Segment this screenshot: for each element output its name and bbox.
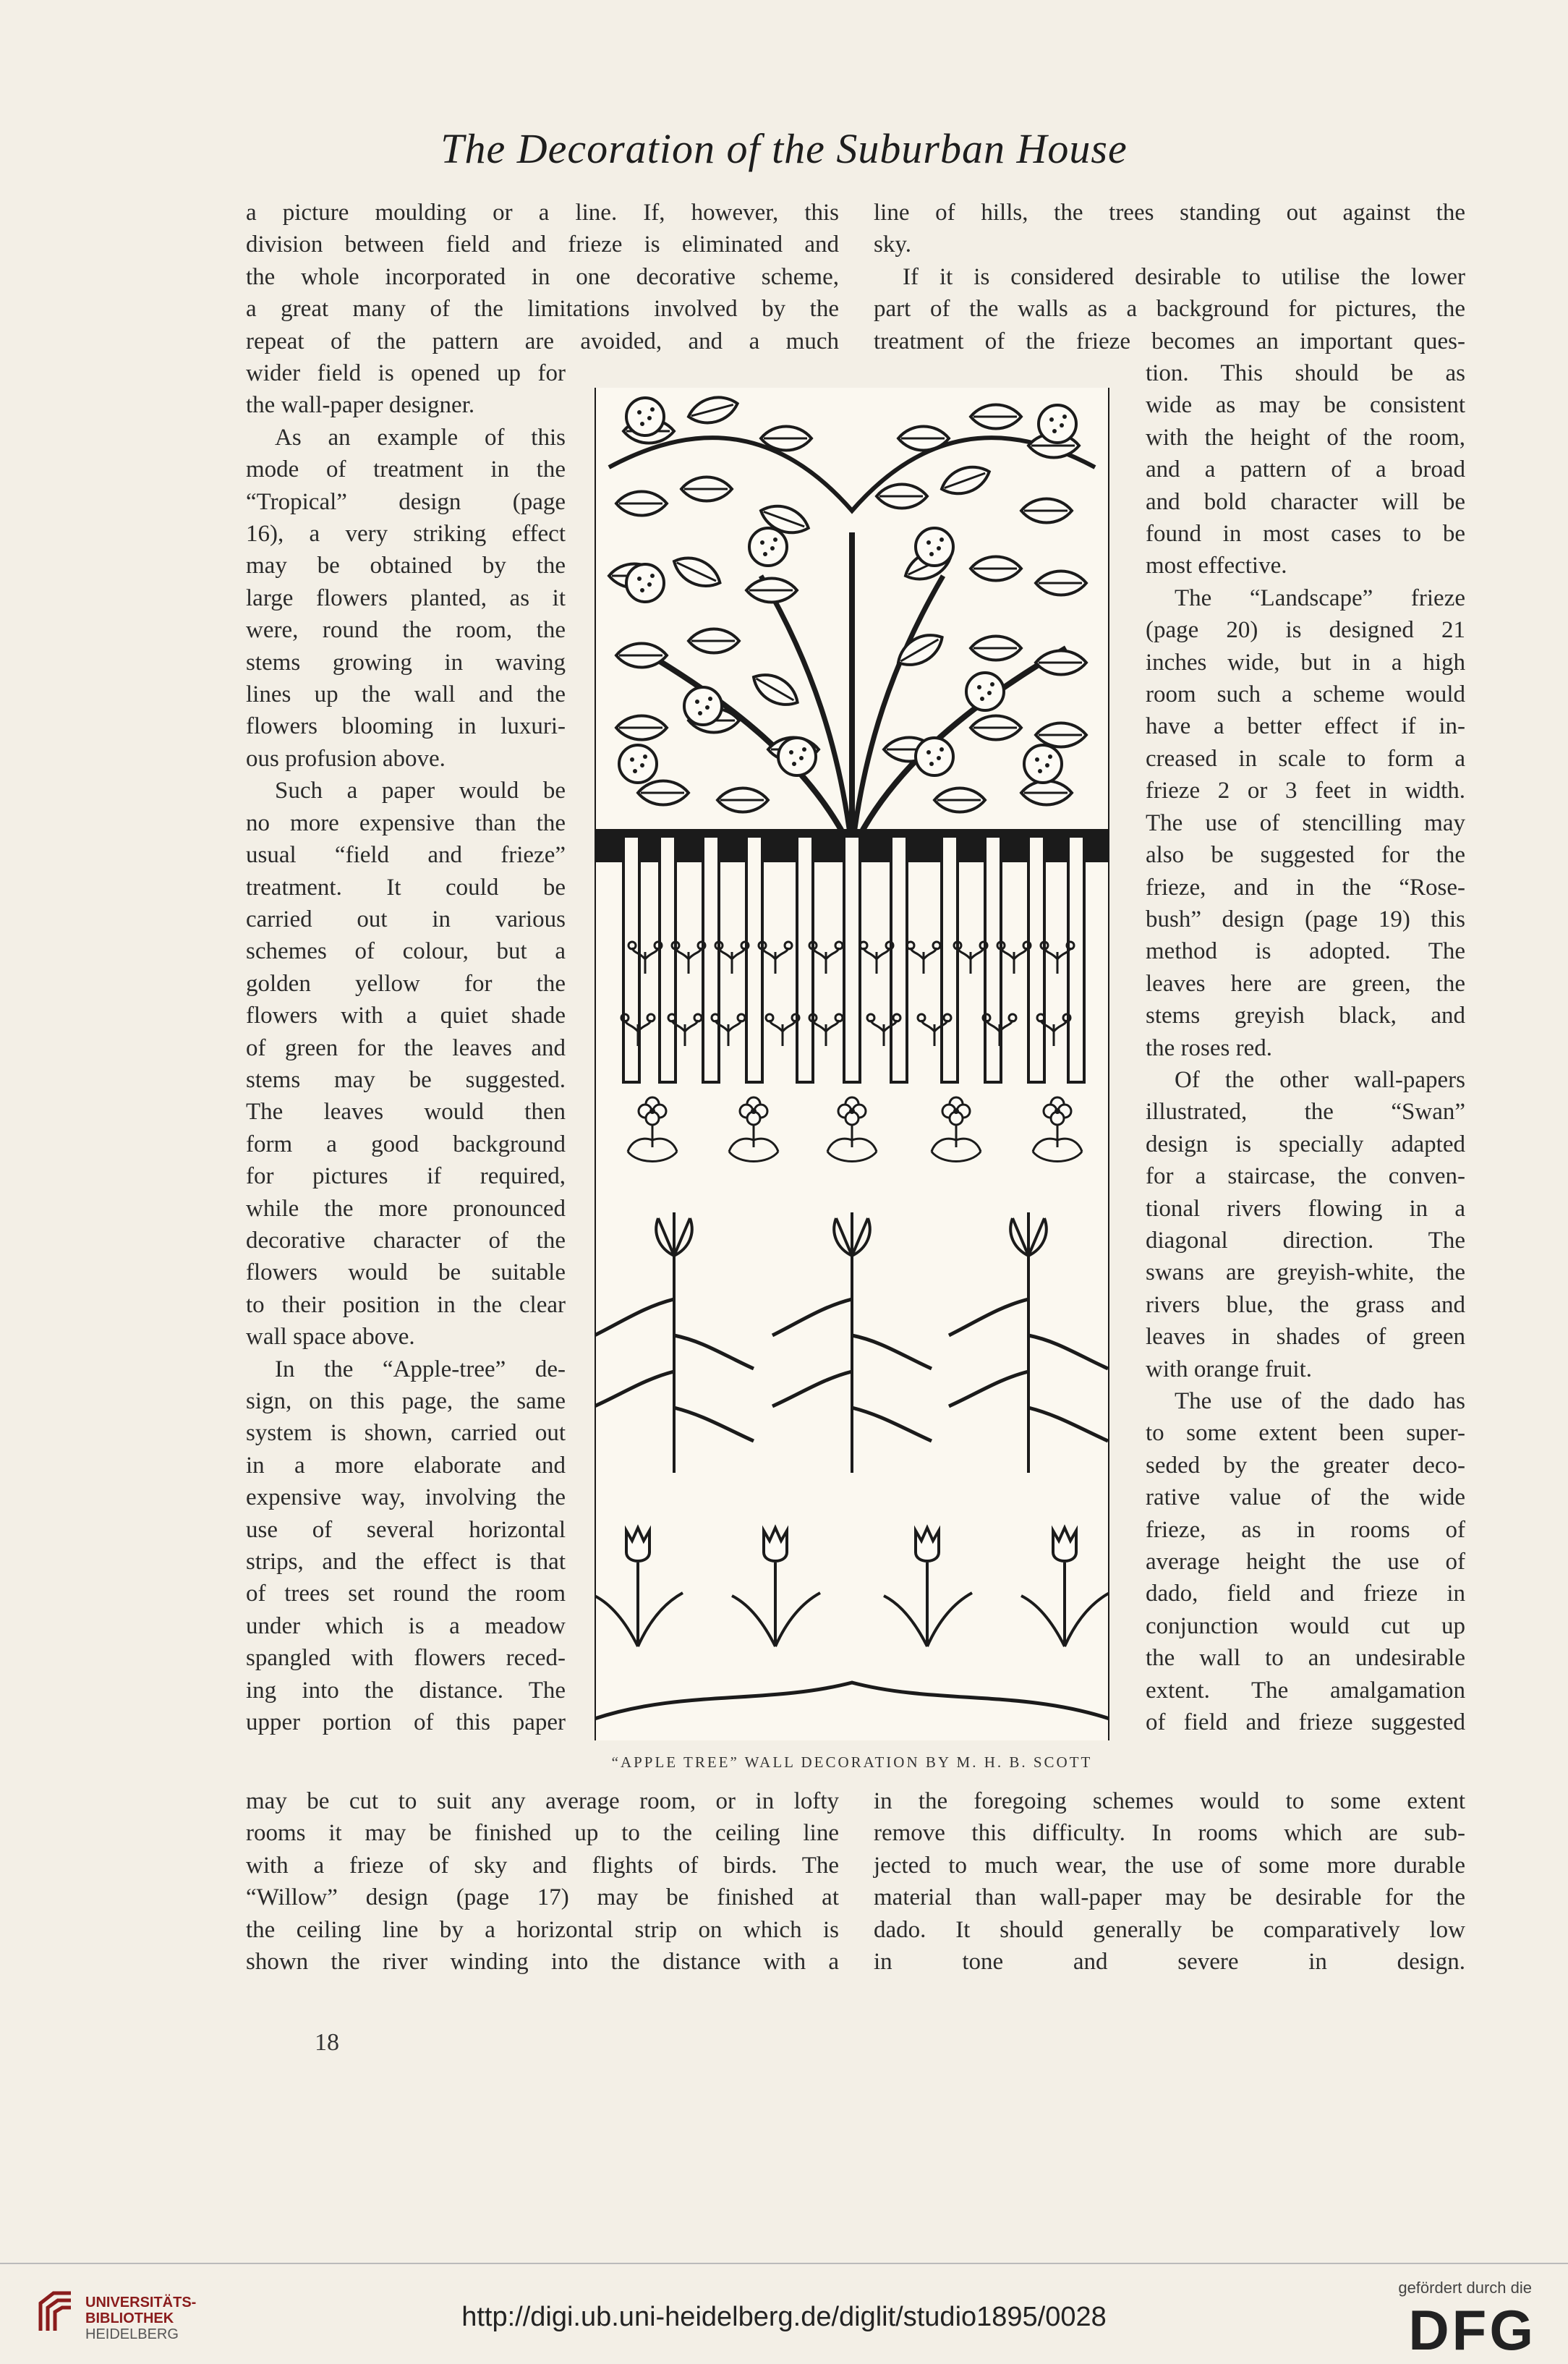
text-line: Such a paper would be xyxy=(275,778,566,804)
text-line: with orange fruit. xyxy=(1146,1356,1313,1382)
top-right-text xyxy=(874,197,1465,357)
text-line: division between field and frieze is eliminated and xyxy=(246,231,839,258)
text-line: conjunction would cut up xyxy=(1146,1612,1465,1639)
text-line: treatment of the frieze becomes an important ques- xyxy=(874,328,1465,354)
library-name-line3: HEIDELBERG xyxy=(85,2326,179,2342)
text-line: dado. It should generally be comparatively low xyxy=(874,1916,1465,1943)
text-line: “Tropical” design (page xyxy=(246,488,566,515)
text-line: tion. This should be as xyxy=(1146,360,1465,386)
text-line: stems growing in waving xyxy=(246,649,566,676)
text-line: were, round the room, the xyxy=(246,617,566,644)
text-line: found in most cases to be xyxy=(1146,521,1465,548)
funding-note: gefördert durch die xyxy=(1398,2279,1532,2297)
text-line: of green for the leaves and xyxy=(246,1034,566,1061)
text-line: spangled with flowers reced- xyxy=(246,1645,566,1672)
text-line: dado, field and frieze in xyxy=(1146,1581,1465,1607)
text-line: for a staircase, the conven- xyxy=(1146,1163,1465,1190)
text-line: and a pattern of a broad xyxy=(1146,456,1465,483)
text-line: strips, and the effect is that xyxy=(246,1549,566,1576)
text-line: part of the walls as a background for pictures, the xyxy=(874,296,1465,323)
text-line: seded by the greater deco- xyxy=(1146,1452,1465,1479)
source-url-link[interactable]: http://digi.ub.uni-heidelberg.de/diglit/studio1895/0028 xyxy=(461,2302,1107,2332)
text-line: ous profusion above. xyxy=(246,745,446,772)
text-line: with a frieze of sky and flights of birds. The xyxy=(246,1852,839,1879)
text-line: while the more pronounced xyxy=(246,1195,566,1222)
page-number: 18 xyxy=(315,2029,339,2056)
text-line: creased in scale to form a xyxy=(1146,745,1465,772)
text-line: wide as may be consistent xyxy=(1146,392,1465,419)
text-line: golden yellow for the xyxy=(246,970,566,997)
text-line: bush” design (page 19) this xyxy=(1146,906,1465,932)
text-line: large flowers planted, as it xyxy=(246,584,566,611)
text-line: schemes of colour, but a xyxy=(246,938,566,965)
text-line: repeat of the pattern are avoided, and a much xyxy=(246,328,839,354)
text-line: no more expensive than the xyxy=(246,809,566,836)
text-line: mode of treatment in the xyxy=(246,456,566,483)
text-line: upper portion of this paper xyxy=(246,1709,566,1736)
apple-tree-wall-decoration-illustration xyxy=(595,388,1109,1740)
text-line: a great many of the limitations involved by the xyxy=(246,296,839,323)
text-line: The use of the dado has xyxy=(1175,1388,1465,1414)
text-line: method is adopted. The xyxy=(1146,938,1465,965)
text-line: of trees set round the room xyxy=(246,1581,566,1607)
library-name-line1: UNIVERSITÄTS- xyxy=(85,2295,197,2310)
text-line: shown the river winding into the distance with a xyxy=(246,1949,839,1976)
left-column-text xyxy=(246,357,566,1738)
text-line: in tone and severe in design. xyxy=(874,1949,1465,1976)
text-line: material than wall-paper may be desirable for the xyxy=(874,1884,1465,1911)
text-line: with the height of the room, xyxy=(1146,424,1465,451)
dfg-logo: DFG xyxy=(1408,2298,1536,2362)
text-line: system is shown, carried out xyxy=(246,1420,566,1447)
text-line: the ceiling line by a horizontal strip on which is xyxy=(246,1916,839,1943)
text-line: rivers blue, the grass and xyxy=(1146,1291,1465,1318)
top-left-text xyxy=(246,197,839,357)
text-line: remove this difficulty. In rooms which are sub- xyxy=(874,1820,1465,1847)
library-name-line2: BIBLIOTHEK xyxy=(85,2310,174,2326)
text-line: frieze, as in rooms of xyxy=(1146,1516,1465,1543)
text-line: The leaves would then xyxy=(246,1099,566,1126)
text-line: If it is considered desirable to utilise the lower xyxy=(903,263,1465,290)
text-line: wall space above. xyxy=(246,1324,415,1351)
text-line: stems greyish black, and xyxy=(1146,1003,1465,1029)
text-line: The use of stencilling may xyxy=(1146,809,1465,836)
text-line: and bold character will be xyxy=(1146,488,1465,515)
right-column-text xyxy=(1146,357,1465,1738)
text-line: wider field is opened up for xyxy=(246,360,566,386)
illustration-caption: “APPLE TREE” WALL DECORATION BY M. H. B. SCOTT xyxy=(611,1753,1093,1771)
text-line: stems may be suggested. xyxy=(246,1066,566,1093)
text-line: for pictures if required, xyxy=(246,1163,566,1190)
text-line: jected to much wear, the use of some more durable xyxy=(874,1852,1465,1879)
text-line: in the foregoing schemes would to some extent xyxy=(874,1788,1465,1814)
text-line: have a better effect if in- xyxy=(1146,713,1465,740)
bottom-right-text xyxy=(874,1785,1465,1978)
text-line: swans are greyish-white, the xyxy=(1146,1259,1465,1286)
text-line: frieze, and in the “Rose- xyxy=(1146,874,1465,901)
text-line: also be suggested for the xyxy=(1146,842,1465,869)
text-line: decorative character of the xyxy=(246,1227,566,1254)
text-line: illustrated, the “Swan” xyxy=(1146,1099,1465,1126)
text-line: expensive way, involving the xyxy=(246,1484,566,1511)
text-line: the wall to an undesirable xyxy=(1146,1645,1465,1672)
text-line: average height the use of xyxy=(1146,1549,1465,1576)
text-line: flowers with a quiet shade xyxy=(246,1003,566,1029)
text-line: leaves in shades of green xyxy=(1146,1324,1465,1351)
text-line: sign, on this page, the same xyxy=(246,1388,566,1414)
text-line: the whole incorporated in one decorative scheme, xyxy=(246,263,839,290)
text-line: to their position in the clear xyxy=(246,1291,566,1318)
text-line: inches wide, but in a high xyxy=(1146,649,1465,676)
text-line: flowers would be suitable xyxy=(246,1259,566,1286)
text-line: design is specially adapted xyxy=(1146,1131,1465,1157)
footer-divider xyxy=(0,2263,1568,2264)
text-line: usual “field and frieze” xyxy=(246,842,566,869)
text-line: use of several horizontal xyxy=(246,1516,566,1543)
text-line: may be obtained by the xyxy=(246,553,566,579)
text-line: 16), a very striking effect xyxy=(246,521,566,548)
text-line: treatment. It could be xyxy=(246,874,566,901)
text-line: leaves here are green, the xyxy=(1146,970,1465,997)
text-line: In the “Apple-tree” de- xyxy=(275,1356,566,1382)
text-line: may be cut to suit any average room, or in lofty xyxy=(246,1788,839,1814)
text-line: frieze 2 or 3 feet in width. xyxy=(1146,778,1465,804)
text-line: Of the other wall-papers xyxy=(1175,1066,1465,1093)
text-line: of field and frieze suggested xyxy=(1146,1709,1465,1736)
text-line: most effective. xyxy=(1146,553,1287,579)
text-line: extent. The amalgamation xyxy=(1146,1677,1465,1704)
text-line: (page 20) is designed 21 xyxy=(1146,617,1465,644)
text-line: flowers blooming in luxuri- xyxy=(246,713,566,740)
text-line: in a more elaborate and xyxy=(246,1452,566,1479)
text-line: line of hills, the trees standing out against the xyxy=(874,200,1465,226)
bottom-left-text xyxy=(246,1785,839,1978)
text-line: ing into the distance. The xyxy=(246,1677,566,1704)
text-line: under which is a meadow xyxy=(246,1612,566,1639)
text-line: form a good background xyxy=(246,1131,566,1157)
text-line: rooms it may be finished up to the ceiling line xyxy=(246,1820,839,1847)
text-line: lines up the wall and the xyxy=(246,681,566,708)
text-line: room such a scheme would xyxy=(1146,681,1465,708)
text-line: carried out in various xyxy=(246,906,566,932)
text-line: diagonal direction. The xyxy=(1146,1227,1465,1254)
text-line: a picture moulding or a line. If, however, this xyxy=(246,200,839,226)
text-line: The “Landscape” frieze xyxy=(1175,584,1465,611)
text-line: sky. xyxy=(874,231,911,258)
text-line: rative value of the wide xyxy=(1146,1484,1465,1511)
text-line: the wall-paper designer. xyxy=(246,392,475,419)
text-line: “Willow” design (page 17) may be finished at xyxy=(246,1884,839,1911)
text-line: the roses red. xyxy=(1146,1034,1273,1061)
text-line: As an example of this xyxy=(275,424,566,451)
text-line: tional rivers flowing in a xyxy=(1146,1195,1465,1222)
running-header: The Decoration of the Suburban House xyxy=(440,125,1128,172)
text-line: to some extent been super- xyxy=(1146,1420,1465,1447)
